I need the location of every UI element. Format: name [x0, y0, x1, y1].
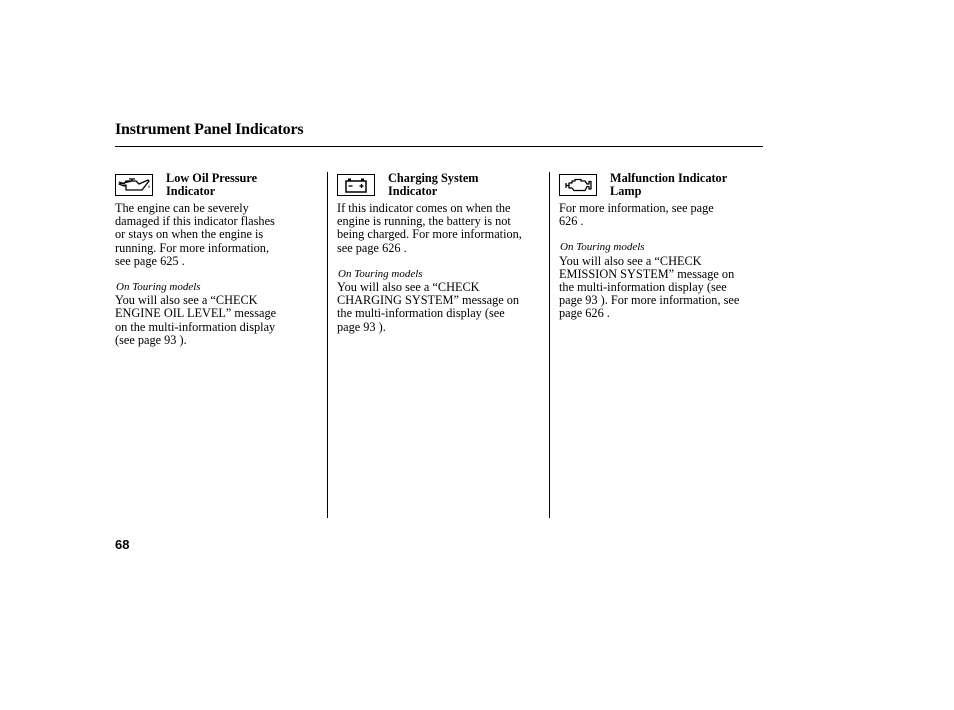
section-heading: Charging System Indicator [388, 171, 479, 198]
section-body: If this indicator comes on when the engine is running, the battery is not being charged. For more information, see page 626 . [337, 201, 522, 255]
section-header [115, 172, 321, 202]
section-body: For more information, see page 626 . [559, 201, 714, 229]
title-rule [115, 146, 763, 147]
column-divider [549, 172, 550, 518]
low-oil-pressure-section [115, 172, 321, 347]
malfunction-indicator-section [559, 172, 765, 321]
touring-note-body: You will also see a “CHECK CHARGING SYSTEM” message on the multi-information display (see page 93 ). [337, 280, 520, 334]
section-header [337, 172, 543, 202]
page-number: 68 [115, 537, 130, 552]
touring-note: On Touring models [116, 281, 201, 294]
touring-note-body: You will also see a “CHECK EMISSION SYSTEM” message on the multi-information display (see page 93 ). For more information, see page 626 . [559, 253, 740, 321]
touring-note-body: You will also see a “CHECK ENGINE OIL LEVEL” message on the multi-information display (see page 93 ). [115, 293, 277, 347]
check-engine-icon [559, 174, 597, 196]
touring-note: On Touring models [560, 241, 645, 254]
section-header [559, 172, 765, 202]
touring-note: On Touring models [338, 267, 423, 280]
section-heading: Low Oil Pressure Indicator [166, 171, 258, 198]
column-divider [327, 172, 328, 518]
section-body: The engine can be severely damaged if this indicator flashes or stays on when the engine is running. For more information, see page 625 . [115, 201, 275, 268]
charging-system-section [337, 172, 543, 334]
oil-can-icon [115, 174, 153, 196]
battery-icon [337, 174, 375, 196]
section-heading: Malfunction Indicator Lamp [610, 171, 728, 198]
page-title: Instrument Panel Indicators [115, 121, 304, 138]
